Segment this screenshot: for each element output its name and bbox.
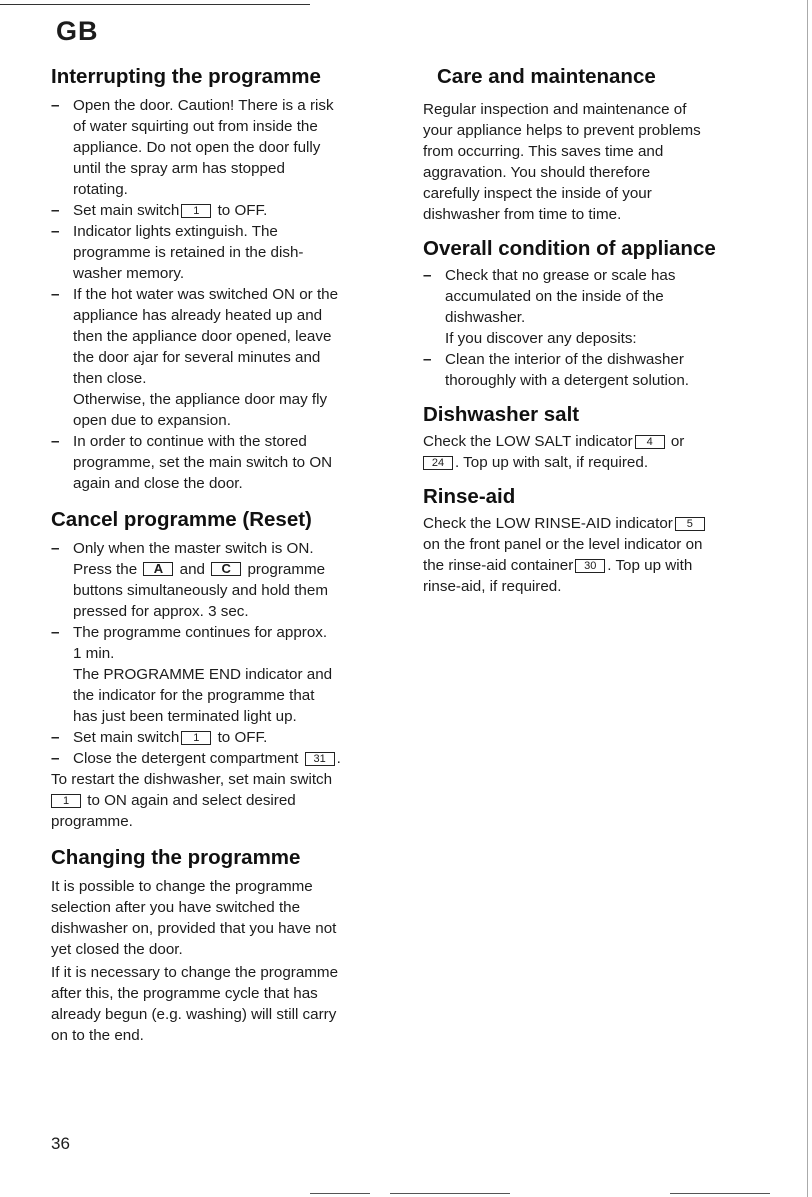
list-item xyxy=(51,622,396,727)
list-item xyxy=(423,349,763,391)
text-line: Regular inspection and maintenance of xyxy=(423,101,687,118)
text-line xyxy=(423,452,763,473)
text-fragment: to OFF. xyxy=(213,729,268,746)
section-changing xyxy=(51,846,396,1046)
list-item xyxy=(51,431,396,494)
section-overall xyxy=(423,237,763,391)
text-fragment: . Top up with xyxy=(607,557,693,574)
text-line: appliance has already heated up and xyxy=(73,307,323,324)
list-item xyxy=(51,538,396,622)
text-line: – Indicator lights extinguish. The xyxy=(73,223,278,240)
text-line: until the spray arm has stopped xyxy=(73,160,285,177)
text-line: your appliance helps to prevent problems xyxy=(423,122,701,139)
care-paragraph xyxy=(423,99,763,225)
text-line: the door ajar for several minutes and xyxy=(73,349,321,366)
text-line: then close. xyxy=(73,370,147,387)
text-line: 1 min. xyxy=(73,645,115,662)
a-button-key-icon: A xyxy=(143,562,173,576)
text-fragment: programme xyxy=(247,561,326,578)
text-fragment: or xyxy=(666,433,685,450)
text-line: then the appliance door opened, leave xyxy=(73,328,332,345)
top-rule xyxy=(0,4,310,5)
interrupting-list xyxy=(51,95,396,494)
restart-paragraph xyxy=(51,769,396,832)
main-switch-key-icon: 1 xyxy=(51,794,81,808)
left-column xyxy=(51,60,396,1046)
text-line: aggravation. You should therefore xyxy=(423,164,651,181)
text-line: – Open the door. Caution! There is a risk xyxy=(73,97,334,114)
text-line: dishwasher. xyxy=(445,309,526,326)
text-line: has just been terminated light up. xyxy=(73,708,297,725)
text-line: programme, set the main switch to ON xyxy=(73,454,333,471)
section-rinse xyxy=(423,485,763,597)
list-item xyxy=(51,748,396,769)
text-line: – The programme continues for approx. xyxy=(73,624,328,641)
text-line: rotating. xyxy=(73,181,128,198)
heading-care: Care and maintenance xyxy=(437,65,656,88)
text-line: selection after you have switched the xyxy=(51,899,301,916)
heading-salt: Dishwasher salt xyxy=(423,403,580,426)
heading-rinse: Rinse-aid xyxy=(423,485,516,508)
text-line: It is possible to change the programme xyxy=(51,878,313,895)
text-line: on the front panel or the level indicator on xyxy=(423,536,703,553)
bottom-rule xyxy=(390,1193,510,1194)
text-line: – Clean the interior of the dishwasher xyxy=(445,351,684,368)
text-fragment: Check the LOW SALT indicator xyxy=(423,433,633,450)
section-care xyxy=(423,65,763,225)
low-rinse-aid-indicator-key-icon: 5 xyxy=(675,517,705,531)
text-line: The PROGRAMME END indicator and xyxy=(73,666,333,683)
list-item xyxy=(51,727,396,748)
text-fragment: . Top up with salt, if required. xyxy=(455,454,649,471)
page-number: 36 xyxy=(51,1134,70,1153)
text-line: after this, the programme cycle that has xyxy=(51,985,318,1002)
text-fragment: and xyxy=(179,561,205,578)
text-line: already begun (e.g. washing) will still carry xyxy=(51,1006,337,1023)
section-cancel xyxy=(51,508,396,832)
list-item xyxy=(51,221,396,284)
text-line: programme. xyxy=(51,813,133,830)
text-line xyxy=(423,513,763,534)
salt-container-key-icon: 24 xyxy=(423,456,453,470)
section-salt xyxy=(423,403,763,473)
heading-cancel: Cancel programme (Reset) xyxy=(51,508,312,531)
cancel-list xyxy=(51,538,396,769)
c-button-key-icon: C xyxy=(211,562,241,576)
main-switch-key-icon: 1 xyxy=(181,731,211,745)
text-line: the indicator for the programme that xyxy=(73,687,315,704)
text-line: If you discover any deposits: xyxy=(445,330,637,347)
list-item xyxy=(423,265,763,349)
heading-overall: Overall condition of appliance xyxy=(423,237,716,260)
text-line: pressed for approx. 3 sec. xyxy=(73,603,249,620)
text-line: buttons simultaneously and hold them xyxy=(73,582,328,599)
text-line xyxy=(423,431,763,452)
text-line: open due to expansion. xyxy=(73,412,231,429)
rinse-aid-container-key-icon: 30 xyxy=(575,559,605,573)
text-fragment: to ON again and select desired xyxy=(83,792,296,809)
text-fragment: Set main switch xyxy=(73,202,180,219)
list-item xyxy=(51,284,396,431)
list-item xyxy=(51,200,396,221)
text-line: appliance. Do not open the door fully xyxy=(73,139,321,156)
text-line: rinse-aid, if required. xyxy=(423,578,562,595)
text-line: To restart the dishwasher, set main switch xyxy=(51,771,333,788)
text-line: from occurring. This saves time and xyxy=(423,143,664,160)
heading-changing: Changing the programme xyxy=(51,846,301,869)
text-line: thoroughly with a detergent solution. xyxy=(445,372,690,389)
text-line: accumulated on the inside of the xyxy=(445,288,664,305)
text-line: If it is necessary to change the programme xyxy=(51,964,339,981)
text-line: washer memory. xyxy=(73,265,185,282)
text-line: dishwasher from time to time. xyxy=(423,206,622,223)
text-line xyxy=(51,790,396,811)
text-fragment: . xyxy=(336,750,341,767)
text-fragment: Close the detergent compartment xyxy=(73,750,299,767)
text-line: yet closed the door. xyxy=(51,941,183,958)
right-column xyxy=(423,60,763,597)
text-line: programme is retained in the dish- xyxy=(73,244,304,261)
text-line xyxy=(423,555,763,576)
bottom-rule xyxy=(310,1193,370,1194)
overall-list xyxy=(423,265,763,391)
rinse-paragraph xyxy=(423,513,763,597)
text-fragment: Press the xyxy=(73,561,138,578)
bottom-rule xyxy=(670,1193,770,1194)
heading-interrupting: Interrupting the programme xyxy=(51,65,321,88)
text-line: – Check that no grease or scale has xyxy=(445,267,676,284)
section-interrupting xyxy=(51,65,396,494)
detergent-compartment-key-icon: 31 xyxy=(305,752,335,766)
text-line: again and close the door. xyxy=(73,475,243,492)
salt-paragraph xyxy=(423,431,763,473)
changing-paragraph-2 xyxy=(51,962,396,1046)
language-code: GB xyxy=(56,16,99,46)
text-fragment: the rinse-aid container xyxy=(423,557,574,574)
text-line: – In order to continue with the stored xyxy=(73,433,307,450)
changing-paragraph-1 xyxy=(51,876,396,960)
main-switch-key-icon: 1 xyxy=(181,204,211,218)
text-line: of water squirting out from inside the xyxy=(73,118,318,135)
text-line: on to the end. xyxy=(51,1027,144,1044)
text-fragment: Check the LOW RINSE-AID indicator xyxy=(423,515,673,532)
text-fragment: to OFF. xyxy=(213,202,268,219)
low-salt-indicator-key-icon: 4 xyxy=(635,435,665,449)
right-edge-rule xyxy=(807,0,808,1197)
text-line: dishwasher on, provided that you have not xyxy=(51,920,337,937)
text-line: – If the hot water was switched ON or the xyxy=(73,286,339,303)
list-item xyxy=(51,95,396,200)
text-fragment: Set main switch xyxy=(73,729,180,746)
text-line: Otherwise, the appliance door may fly xyxy=(73,391,328,408)
text-line: – Only when the master switch is ON. xyxy=(73,540,314,557)
text-line: carefully inspect the inside of your xyxy=(423,185,652,202)
text-line xyxy=(73,559,396,580)
